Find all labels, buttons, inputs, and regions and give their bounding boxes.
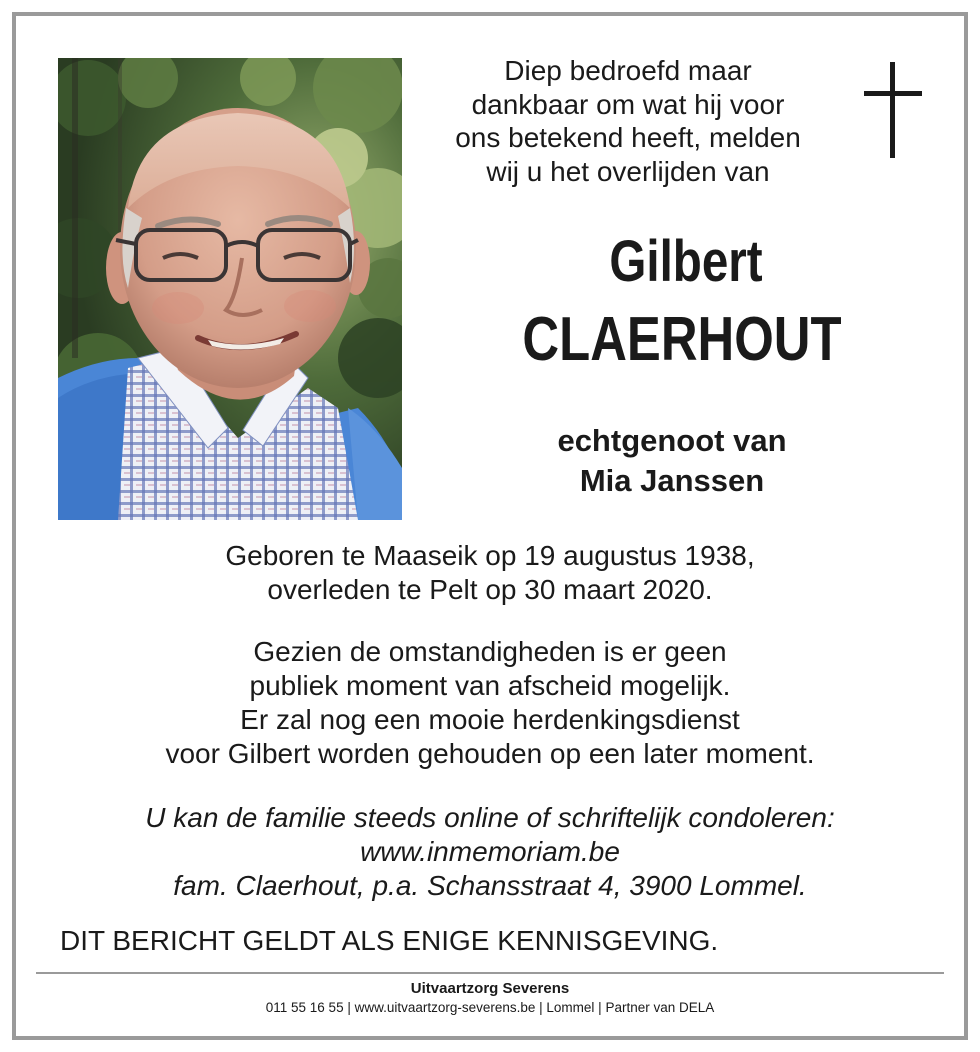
funeral-home-info: 011 55 16 55 | www.uitvaartzorg-severens.be | Lommel | Partner van DELA xyxy=(265,1000,715,1015)
circumstances-text xyxy=(40,635,940,771)
latin-cross-icon xyxy=(864,62,922,158)
death-line: overleden te Pelt op 30 maart 2020. xyxy=(267,574,713,605)
funeral-home-name: Uitvaartzorg Severens xyxy=(410,980,570,997)
intro-line: Diep bedroefd maar xyxy=(504,55,752,86)
intro-line: ons betekend heeft, melden xyxy=(455,122,801,153)
circumstances-line: Er zal nog een mooie herdenkingsdienst xyxy=(240,704,740,735)
intro-text xyxy=(412,54,844,188)
portrait-photo xyxy=(58,58,402,520)
condolences-website: www.inmemoriam.be xyxy=(360,836,620,867)
circumstances-line: voor Gilbert worden gehouden op een later moment. xyxy=(165,738,815,769)
birth-death-text xyxy=(40,539,940,607)
circumstances-line: publiek moment van afscheid mogelijk. xyxy=(249,670,731,701)
footer-divider xyxy=(36,972,944,974)
condolences-text xyxy=(40,801,940,903)
relation-label: echtgenoot van xyxy=(557,423,787,458)
intro-line: wij u het overlijden van xyxy=(486,155,770,187)
circumstances-line: Gezien de omstandigheden is er geen xyxy=(253,636,727,667)
deceased-last-name: CLAERHOUT xyxy=(522,305,842,374)
intro-line: dankbaar om wat hij voor xyxy=(471,88,785,120)
deceased-first-name: Gilbert xyxy=(609,229,763,294)
sole-notice-text: DIT BERICHT GELDT ALS ENIGE KENNISGEVING. xyxy=(60,925,719,956)
spouse-name: Mia Janssen xyxy=(579,463,765,498)
birth-line: Geboren te Maaseik op 19 augustus 1938, xyxy=(225,540,755,571)
spouse-block xyxy=(472,421,872,501)
condolences-line: U kan de familie steeds online of schriftelijk condoleren: xyxy=(145,802,835,833)
condolences-address: fam. Claerhout, p.a. Schansstraat 4, 3900 Lommel. xyxy=(173,870,807,901)
